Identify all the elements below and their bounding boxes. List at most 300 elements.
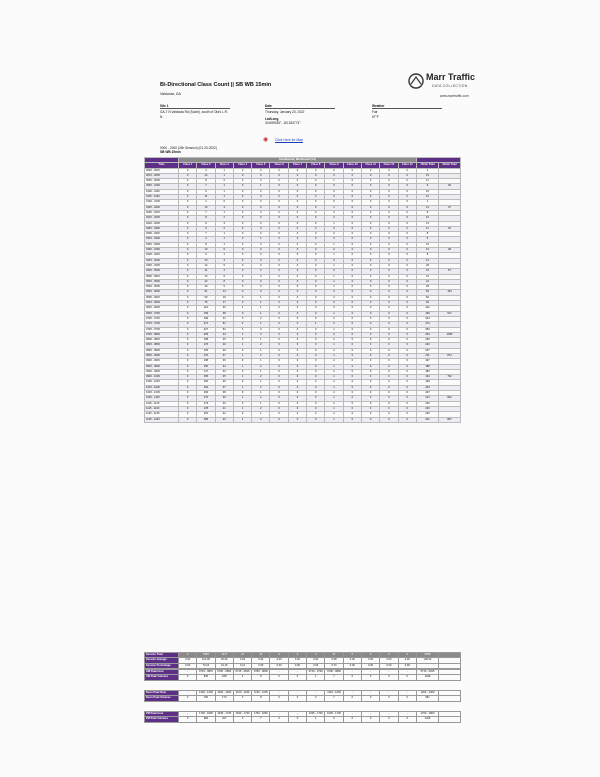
count-cell: 0 (398, 173, 416, 178)
count-cell: 0 (288, 391, 306, 396)
count-cell: 0 (179, 195, 197, 200)
count-cell: 0 (179, 248, 197, 253)
count-cell: 0 (233, 232, 251, 237)
count-cell: 0 (233, 200, 251, 205)
count-cell: 51 (197, 290, 215, 295)
count-cell: 15 (417, 173, 439, 178)
time-cell: 0830 - 0845 (145, 348, 179, 353)
summary-value: 0 (307, 696, 325, 701)
summary-value: 7 (252, 717, 270, 722)
summary-value: 0 (380, 696, 398, 701)
count-cell: 42 (215, 412, 233, 417)
count-cell: 0 (398, 258, 416, 263)
count-cell: 2 (325, 295, 343, 300)
count-cell: 0 (288, 205, 306, 210)
count-cell: 0 (270, 385, 288, 390)
count-cell: 0 (233, 216, 251, 221)
count-cell: 0 (270, 353, 288, 358)
time-cell: 0115 - 0130 (145, 195, 179, 200)
count-cell: 0 (288, 216, 306, 221)
count-cell: 0 (361, 253, 379, 258)
count-cell: 170 (197, 396, 215, 401)
count-cell: 1 (252, 311, 270, 316)
count-cell: 0 (380, 311, 398, 316)
count-cell: 0 (380, 221, 398, 226)
summary-value: - (398, 691, 416, 696)
count-cell: 0 (398, 274, 416, 279)
count-cell: 0 (288, 285, 306, 290)
count-cell: 199 (197, 316, 215, 321)
summary-value: 1630 - 1730 (325, 712, 343, 717)
count-cell: 0 (307, 396, 325, 401)
count-cell: 0 (233, 263, 251, 268)
count-cell: 0 (380, 348, 398, 353)
count-cell: 0 (307, 253, 325, 258)
count-cell: 0 (233, 301, 251, 306)
time-cell: 0215 - 0230 (145, 216, 179, 221)
count-cell: 0 (288, 348, 306, 353)
count-cell: 0 (398, 195, 416, 200)
time-cell: 0945 - 1000 (145, 375, 179, 380)
count-cell: 226 (417, 412, 439, 417)
count-cell: 0 (398, 210, 416, 215)
count-cell: 6 (215, 274, 233, 279)
count-cell: 142 (417, 306, 439, 311)
count-cell: 0 (307, 168, 325, 173)
count-cell: 0 (288, 290, 306, 295)
count-cell: 1 (233, 306, 251, 311)
count-cell: 0 (288, 184, 306, 189)
count-cell: 0 (325, 237, 343, 242)
count-cell: 0 (343, 327, 361, 332)
count-cell: 0 (307, 401, 325, 406)
count-cell: 0 (288, 364, 306, 369)
count-cell: 0 (179, 290, 197, 295)
summary-value: 0 (288, 696, 306, 701)
summary-value: - (270, 712, 288, 717)
count-cell: 223 (417, 406, 439, 411)
count-cell: 0 (398, 359, 416, 364)
time-cell: 0700 - 0715 (145, 316, 179, 321)
count-cell: 0 (179, 401, 197, 406)
count-cell: 0 (307, 237, 325, 242)
count-cell: 0 (307, 173, 325, 178)
count-cell: 2 (325, 369, 343, 374)
count-cell: 166 (197, 391, 215, 396)
count-cell: 0 (233, 401, 251, 406)
count-cell: 0 (398, 221, 416, 226)
count-cell: 185 (197, 417, 215, 422)
count-cell: 0 (233, 359, 251, 364)
summary-label: Noon Peak Hour (145, 691, 179, 696)
count-cell: 51 (215, 322, 233, 327)
summary-value: - (270, 670, 288, 675)
count-cell: 0 (233, 226, 251, 231)
count-cell: 0 (252, 274, 270, 279)
count-cell: 0 (307, 290, 325, 295)
count-cell: 11 (417, 226, 439, 231)
count-cell: 0 (233, 253, 251, 258)
count-cell: 0 (361, 412, 379, 417)
summary-value: 0 (398, 653, 416, 658)
count-cell: 0 (398, 200, 416, 205)
count-cell: 0 (233, 221, 251, 226)
time-cell: 0615 - 0630 (145, 301, 179, 306)
column-header: Class 6 (270, 163, 288, 168)
count-cell: 0 (179, 406, 197, 411)
summary-value: 0.00 (361, 663, 379, 668)
summary-value: 1145 - 1245 (325, 691, 343, 696)
count-cell: 0 (325, 210, 343, 215)
count-cell: 155 (197, 375, 215, 380)
summary-value: 1630 - 1730 (233, 712, 251, 717)
count-cell: 0 (252, 248, 270, 253)
table-row (145, 417, 461, 422)
count-cell: 0 (288, 237, 306, 242)
count-cell: 4 (417, 168, 439, 173)
count-cell: 0 (307, 364, 325, 369)
count-cell: 42 (439, 226, 461, 231)
count-cell: 874 (439, 353, 461, 358)
count-cell: 0 (270, 232, 288, 237)
summary-value: - (343, 712, 361, 717)
summary-value: 138.92 (417, 658, 439, 663)
summary-value: 1200 - 1300 (197, 691, 215, 696)
latlong-value: 30.859035°, -83.333774° (265, 121, 301, 126)
count-cell: 1 (252, 306, 270, 311)
count-cell: 0 (307, 295, 325, 300)
count-cell: 110 (197, 306, 215, 311)
summary-value (439, 675, 461, 680)
count-cell: 39 (439, 184, 461, 189)
count-cell: 0 (361, 353, 379, 358)
count-cell: 0 (270, 242, 288, 247)
count-cell: 0 (343, 195, 361, 200)
count-cell: 0 (179, 200, 197, 205)
summary-row (145, 675, 461, 680)
count-cell: 0 (361, 359, 379, 364)
count-cell: 0 (179, 221, 197, 226)
count-cell: 6 (197, 253, 215, 258)
count-cell: 0 (270, 396, 288, 401)
count-cell: 0 (380, 232, 398, 237)
count-cell: 0 (380, 295, 398, 300)
summary-value: 0.04 (307, 658, 325, 663)
count-cell: 0 (288, 221, 306, 226)
summary-value: 0 (270, 675, 288, 680)
count-cell: 0 (361, 380, 379, 385)
count-cell: 1 (325, 406, 343, 411)
count-cell: 0 (270, 364, 288, 369)
count-cell: 0 (361, 200, 379, 205)
count-cell: 0 (252, 258, 270, 263)
count-cell: 1 (325, 205, 343, 210)
count-cell: 0 (288, 179, 306, 184)
count-cell: 0 (343, 369, 361, 374)
count-cell: 0 (325, 290, 343, 295)
count-cell: 38 (439, 248, 461, 253)
count-cell: 0 (252, 279, 270, 284)
count-cell: 217 (197, 322, 215, 327)
count-cell: 0 (343, 380, 361, 385)
count-cell: 0 (252, 269, 270, 274)
time-cell: 1145 - 1200 (145, 417, 179, 422)
map-pin-icon[interactable]: ◉ (263, 137, 269, 143)
count-cell: 0 (380, 306, 398, 311)
count-cell: 0 (252, 179, 270, 184)
count-cell: 0 (398, 189, 416, 194)
count-cell: 205 (197, 332, 215, 337)
count-cell: 194 (417, 375, 439, 380)
count-cell: 2 (252, 375, 270, 380)
count-cell: 0 (252, 200, 270, 205)
count-cell: 0 (307, 301, 325, 306)
count-cell: 14 (197, 263, 215, 268)
time-cell: 0200 - 0215 (145, 210, 179, 215)
count-cell: 41 (215, 316, 233, 321)
count-cell: 0 (361, 189, 379, 194)
summary-value: - (361, 670, 379, 675)
count-cell: 0 (270, 200, 288, 205)
count-cell: 0 (179, 263, 197, 268)
count-cell: 9 (197, 189, 215, 194)
count-cell: 0 (288, 306, 306, 311)
count-cell: 11 (197, 269, 215, 274)
count-cell: 0 (233, 184, 251, 189)
count-cell: 1 (215, 232, 233, 237)
count-cell: 0 (361, 375, 379, 380)
count-cell: 0 (361, 295, 379, 300)
count-cell: 3 (197, 237, 215, 242)
count-cell: 1 (252, 359, 270, 364)
count-cell: 1 (215, 173, 233, 178)
summary-value: 7 (325, 696, 343, 701)
summary-value: 1645 - 1700 (307, 712, 325, 717)
count-cell: 0 (343, 168, 361, 173)
group-header: Southbound, Westbound (1-2) (179, 158, 417, 163)
count-cell: 0 (179, 253, 197, 258)
count-cell: 2 (325, 380, 343, 385)
count-cell: 1 (252, 391, 270, 396)
count-cell: 0 (361, 301, 379, 306)
count-cell: 0 (398, 216, 416, 221)
count-cell: 0 (361, 263, 379, 268)
count-cell: 1 (325, 385, 343, 390)
count-cell: 9 (417, 184, 439, 189)
map-link[interactable]: Click Here for Map (275, 138, 304, 142)
count-cell: 0 (179, 242, 197, 247)
summary-value: 0.92 (252, 658, 270, 663)
count-cell: 0 (307, 316, 325, 321)
count-cell: 0 (307, 258, 325, 263)
count-cell: 0 (288, 316, 306, 321)
count-cell: 0 (398, 412, 416, 417)
count-cell: 0 (380, 253, 398, 258)
time-cell: 1115 - 1130 (145, 406, 179, 411)
count-cell: 0 (179, 295, 197, 300)
count-cell: 0 (398, 269, 416, 274)
count-cell: 2 (325, 316, 343, 321)
count-cell: 0 (233, 173, 251, 178)
count-cell: 0 (307, 242, 325, 247)
column-header: Time (145, 163, 179, 168)
count-cell: 0 (398, 406, 416, 411)
time-cell: 0530 - 0545 (145, 285, 179, 290)
count-cell: 1 (215, 210, 233, 215)
summary-value: 1700 - 1800 (197, 712, 215, 717)
count-cell: 0 (343, 248, 361, 253)
summary-value: 0 (343, 696, 361, 701)
summary-value: - (179, 712, 197, 717)
time-cell: 0715 - 0730 (145, 322, 179, 327)
count-cell: 0 (179, 369, 197, 374)
count-cell: 0 (270, 359, 288, 364)
count-cell: 0 (252, 173, 270, 178)
count-cell: 0 (398, 369, 416, 374)
summary-label: PM Peak Hour (145, 712, 179, 717)
count-cell: 1 (215, 184, 233, 189)
summary-row (145, 717, 461, 722)
count-cell: 1 (325, 253, 343, 258)
count-cell: 0 (233, 279, 251, 284)
count-cell: 897 (439, 417, 461, 422)
count-cell: 2 (252, 343, 270, 348)
count-cell: 11 (417, 179, 439, 184)
column-header: Class 5 (252, 163, 270, 168)
summary-value: 1200 - 1300 (215, 691, 233, 696)
summary-label: AM Peak Volumes (145, 675, 179, 680)
count-cell: 0 (361, 179, 379, 184)
count-cell: 0 (288, 253, 306, 258)
time-cell: 0515 - 0530 (145, 279, 179, 284)
count-cell: 10 (417, 189, 439, 194)
count-cell: 0 (398, 295, 416, 300)
count-cell: 0 (288, 274, 306, 279)
count-cell: 0 (343, 290, 361, 295)
count-cell: 762 (439, 375, 461, 380)
count-cell: 1 (325, 285, 343, 290)
count-cell: 207 (417, 391, 439, 396)
count-cell: 0 (270, 369, 288, 374)
count-cell: 0 (179, 258, 197, 263)
count-cell: 0 (343, 343, 361, 348)
count-cell: 0 (270, 226, 288, 231)
count-cell: 0 (288, 226, 306, 231)
count-cell: 1 (325, 221, 343, 226)
summary-value: 0.00 (179, 663, 197, 668)
count-cell: 13 (417, 221, 439, 226)
count-cell: 0 (288, 311, 306, 316)
count-cell: 0 (380, 279, 398, 284)
count-cell: 0 (233, 274, 251, 279)
count-cell: 0 (343, 338, 361, 343)
count-cell: 0 (288, 385, 306, 390)
count-cell: 8 (197, 242, 215, 247)
summary-label: AM Peak Hour (145, 670, 179, 675)
count-cell: 0 (343, 258, 361, 263)
count-cell: 0 (270, 248, 288, 253)
summary-value: 0 (380, 717, 398, 722)
summary-value: - (307, 691, 325, 696)
summary-value: 0.70 (325, 663, 343, 668)
summary-value: 0.00 (380, 658, 398, 663)
count-cell: 5 (417, 237, 439, 242)
count-cell: 0 (270, 285, 288, 290)
table-body (145, 168, 461, 422)
summary-value: 836 (197, 675, 215, 680)
count-cell: 1 (233, 353, 251, 358)
count-cell: 159 (197, 311, 215, 316)
count-cell: 21 (417, 274, 439, 279)
count-cell: 30 (215, 306, 233, 311)
summary-value: 19.15 (215, 663, 233, 668)
count-cell: 19 (215, 295, 233, 300)
time-cell: 1045 - 1100 (145, 396, 179, 401)
count-cell: 0 (179, 184, 197, 189)
summary-value: 0.98 (325, 658, 343, 663)
count-cell: 0 (380, 406, 398, 411)
count-cell: 31 (417, 279, 439, 284)
summary-value: 0.21 (233, 663, 251, 668)
summary-value: 1277 (215, 653, 233, 658)
count-cell: 1 (325, 279, 343, 284)
count-cell: 1 (325, 417, 343, 422)
count-cell: 1 (233, 406, 251, 411)
summary-value: - (361, 691, 379, 696)
count-cell: 0 (233, 258, 251, 263)
count-cell: 170 (197, 353, 215, 358)
summary-value: - (343, 670, 361, 675)
count-cell: 0 (270, 327, 288, 332)
time-cell: 0500 - 0515 (145, 274, 179, 279)
count-cell: 3 (215, 205, 233, 210)
count-cell: 0 (398, 279, 416, 284)
count-cell: 1 (252, 380, 270, 385)
count-cell: 0 (380, 285, 398, 290)
count-cell: 0 (270, 221, 288, 226)
date-label: Date (265, 104, 335, 109)
count-cell: 0 (343, 200, 361, 205)
count-cell: 0 (361, 338, 379, 343)
column-header: Class 13 (398, 163, 416, 168)
website-link[interactable]: www.marrtraffic.com (440, 94, 469, 98)
count-cell: 0 (380, 316, 398, 321)
count-cell: 0 (361, 396, 379, 401)
count-cell: 0 (307, 285, 325, 290)
time-cell: 0845 - 0900 (145, 353, 179, 358)
count-cell: 0 (398, 401, 416, 406)
count-cell: 1 (325, 179, 343, 184)
count-cell: 1 (233, 417, 251, 422)
count-cell: 0 (252, 285, 270, 290)
count-cell: 0 (325, 195, 343, 200)
count-cell: 14 (215, 290, 233, 295)
summary-label: Session Total (145, 653, 179, 658)
date-column (265, 104, 335, 126)
count-cell: 8 (197, 216, 215, 221)
count-cell: 10 (417, 242, 439, 247)
count-cell: 0 (270, 210, 288, 215)
count-cell: 0 (270, 274, 288, 279)
count-cell: 188 (197, 338, 215, 343)
count-cell: 0 (325, 306, 343, 311)
count-cell: 1 (252, 295, 270, 300)
count-cell: 0 (270, 195, 288, 200)
count-cell: 0 (361, 391, 379, 396)
count-cell: 0 (325, 301, 343, 306)
count-cell: 65 (417, 290, 439, 295)
time-cell: 0630 - 0645 (145, 306, 179, 311)
